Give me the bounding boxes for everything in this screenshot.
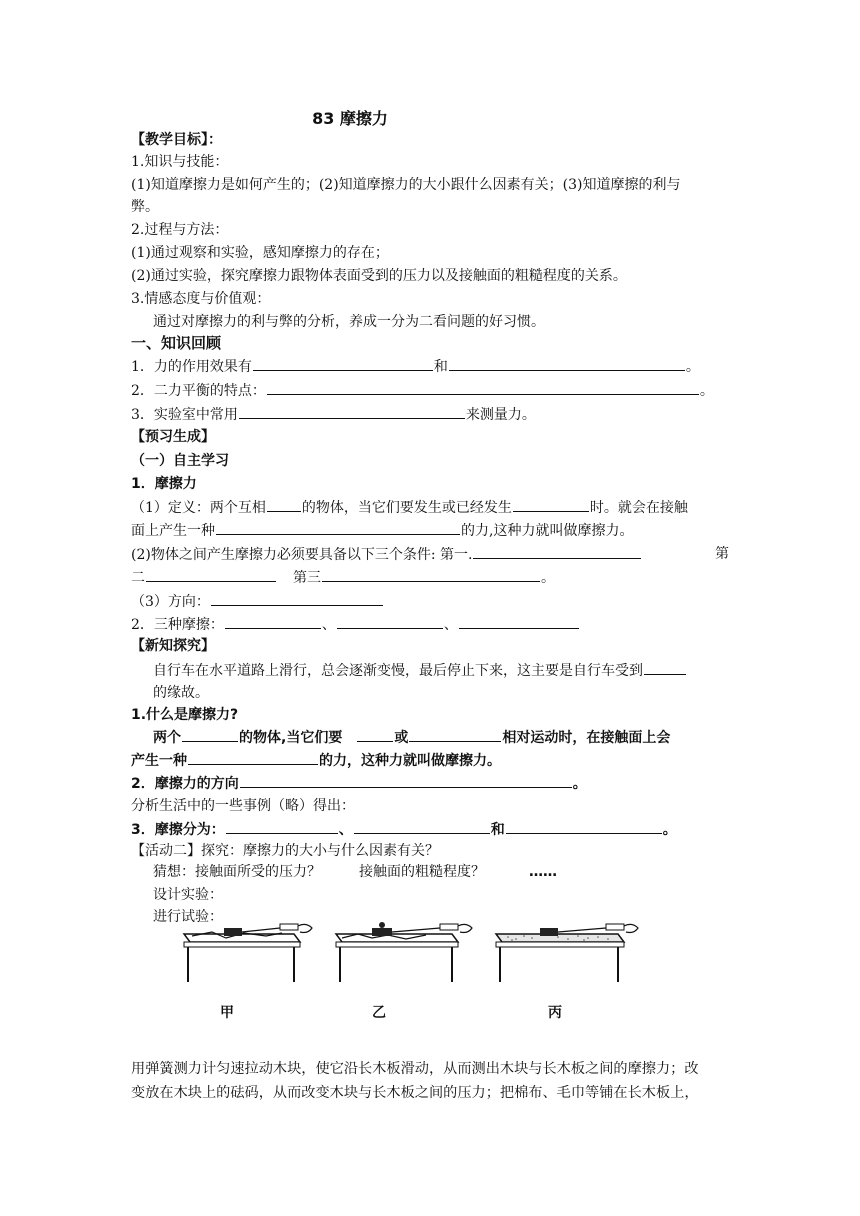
q1-text: 或 [394,730,409,746]
blank-line[interactable] [253,356,433,371]
figure-label-b: 乙 [372,1005,386,1021]
question-1: 1.什么是摩擦力? [131,707,239,723]
q2-text: 。 [572,776,587,792]
question-1-line [153,727,670,748]
preview-header: 【预习生成】 [131,429,215,445]
q1-text: 的力，这种力就叫做摩擦力。 [319,753,501,769]
q3-text: 和 [490,822,505,838]
blank-line[interactable] [354,819,490,834]
conditions-text: 。 [541,570,555,586]
blank-line[interactable] [225,614,321,629]
q1-text: 的物体,当它们要 [239,730,343,746]
conditions-text: 第三 [293,570,321,586]
q1-text: 相对运动时，在接触面上会 [502,730,671,746]
guess-line [153,862,557,882]
review-2-end: 。 [699,383,714,399]
new-knowledge-header: 【新知探究】 [131,638,215,654]
q2-text: 2．摩擦力的方向 [131,776,239,792]
blank-line[interactable] [409,727,501,742]
q3-text: 、 [338,822,353,838]
figure-label-a: 甲 [220,1005,234,1021]
conditions-line-2 [131,567,555,588]
objective-3: 3.情感态度与价值观： [131,291,271,307]
blank-line[interactable] [188,750,318,765]
definition-text: 的物体，当它们要发生或已经发生 [301,500,512,516]
question-2-line [131,773,587,794]
analyze-line: 分析生活中的一些事例（略）得出： [131,798,355,814]
blank-line[interactable] [337,614,443,629]
blank-line[interactable] [322,567,540,582]
separator: 、 [321,617,336,633]
question-3-line [131,819,677,840]
friction-section: 1．摩擦力 [131,476,197,492]
conditions-second: 第 [715,546,729,562]
review-1-text: 1．力的作用效果有 [131,359,252,375]
bike-text: 自行车在水平道路上滑行，总会逐渐变慢，最后停止下来，这主要是自行车受到 [153,663,643,679]
blank-line[interactable] [226,819,338,834]
method-paragraph: 用弹簧测力计匀速拉动木块，使它沿长木板滑动，从而测出木块与长木板之间的摩擦力；改 [131,1061,699,1077]
design-line: 设计实验： [153,887,223,903]
guess-text: 接触面的粗糙程度？ [359,864,485,880]
q3-text: 。 [662,822,677,838]
experiment-figure-b [328,916,484,986]
blank-line[interactable] [216,520,460,535]
definition-line [131,497,688,518]
blank-line[interactable] [513,497,589,512]
definition-text: 时。就会在接触 [589,500,688,516]
three-friction-text: 2．三种摩擦： [131,617,224,633]
blank-line[interactable] [182,727,238,742]
blank-line[interactable] [506,819,662,834]
blank-line[interactable] [459,614,579,629]
objective-2-b: (2)通过实验，探究摩擦力跟物体表面受到的压力以及接触面的粗糙程度的关系。 [131,268,627,284]
objective-1: 1.知识与技能： [131,154,229,170]
experiment-figure-a [176,916,324,986]
objective-3-text: 通过对摩擦力的利与弊的分析，养成一分为二看问题的好习惯。 [153,314,545,330]
blank-line[interactable] [357,727,393,742]
blank-line[interactable] [240,773,572,788]
conditions-text: (2)物体之间产生摩擦力必须要具备以下三个条件: 第一. [131,547,473,563]
review-1-and: 和 [433,359,448,375]
blank-line[interactable] [267,380,699,395]
page-title: 83 摩擦力 [312,109,388,128]
bike-line [153,660,687,681]
definition-text: （1）定义：两个互相 [131,500,266,516]
objective-1-text-cont: 弊。 [131,199,159,215]
direction-line [131,591,384,612]
review-item-2 [131,380,714,401]
blank-line[interactable] [211,591,383,606]
q1-text: 两个 [153,730,181,746]
review-3-text: 3．实验室中常用 [131,407,238,423]
blank-line[interactable] [267,497,301,512]
blank-line[interactable] [449,356,685,371]
definition-line-2 [131,520,633,541]
objectives-header: 【教学目标】： [131,132,222,148]
blank-line[interactable] [146,567,276,582]
review-2-text: 2．二力平衡的特点： [131,383,266,399]
method-paragraph-cont: 变放在木块上的砝码，从而改变木块与长木板之间的压力；把棉布、毛巾等铺在长木板上， [131,1085,699,1101]
objective-1-text: (1)知道摩擦力是如何产生的；(2)知道摩擦力的大小跟什么因素有关；(3)知道摩擦的利与 [131,177,681,193]
blank-line[interactable] [644,660,686,675]
activity-2: 【活动二】探究：摩擦力的大小与什么因素有关？ [131,843,439,859]
q1-text: 产生一种 [131,753,187,769]
objective-2-a: (1)通过观察和实验，感知摩擦力的存在； [131,245,389,261]
bike-line-2: 的缘故。 [153,685,209,701]
conditions-line [131,544,642,565]
guess-ellipsis: …… [529,864,557,880]
question-1-line-2 [131,750,501,771]
review-item-1 [131,356,700,377]
direction-text: （3）方向： [131,594,210,610]
definition-text: 的力,这种力就叫做摩擦力。 [461,523,634,539]
blank-line[interactable] [239,404,465,419]
guess-text: 猜想：接触面所受的压力？ [153,864,321,880]
review-1-end: 。 [685,359,700,375]
blank-line[interactable] [473,544,641,559]
three-friction-line [131,614,580,635]
figure-label-c: 丙 [548,1005,562,1021]
review-3-end: 来测量力。 [465,407,536,423]
conduct-line: 进行试验： [153,909,223,925]
self-study-header: （一）自主学习 [131,453,229,469]
objective-2: 2.过程与方法： [131,222,229,238]
definition-text: 面上产生一种 [131,523,215,539]
conditions-text: 二 [131,570,145,586]
review-item-3 [131,404,536,425]
review-header: 一、知识回顾 [131,334,222,352]
experiment-figure-c [488,916,652,986]
separator: 、 [443,617,458,633]
q3-text: 3．摩擦分为： [131,822,225,838]
